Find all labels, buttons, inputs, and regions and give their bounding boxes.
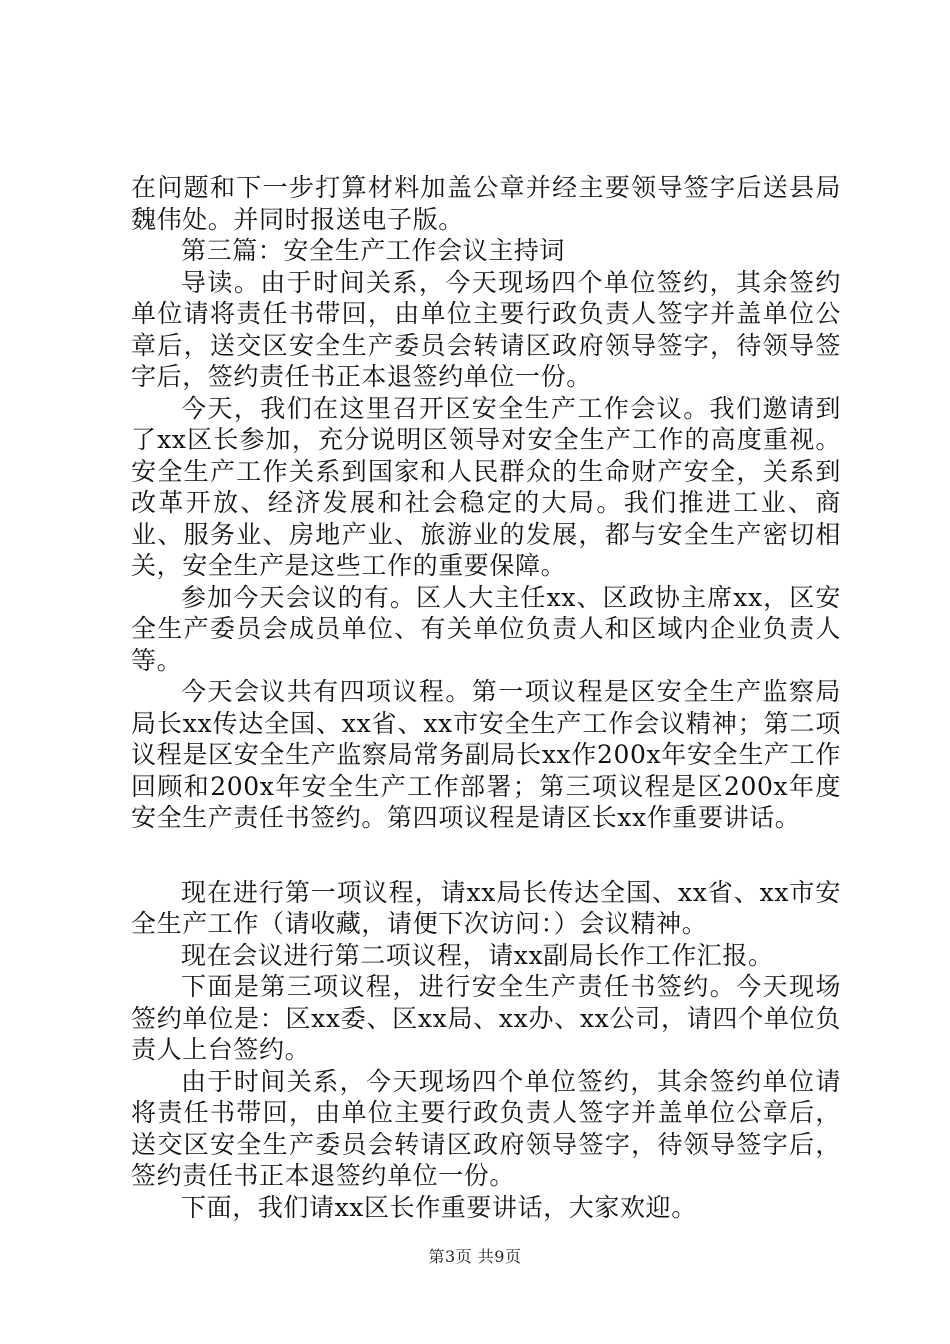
paragraph-continuation: 在问题和下一步打算材料加盖公章并经主要领导签字后送县局魏伟处。并同时报送电子版。 — [131, 173, 841, 234]
paragraph-agenda-item-1: 现在进行第一项议程，请xx局长传达全国、xx省、xx市安全生产工作（请收藏，请便下次访问：）会议精神。 — [131, 877, 841, 938]
paragraph-agenda: 今天会议共有四项议程。第一项议程是区安全生产监察局局长xx传达全国、xx省、xx市安全生产工作会议精神；第二项议程是区安全生产监察局常务副局长xx作200x年安全生产工作回顾和200x年安全生产工作部署；第三项议程是区200x年度安全生产责任书签约。第四项议程是请区长xx作重要讲话。 — [131, 677, 841, 832]
section-heading: 第三篇：安全生产工作会议主持词 — [181, 236, 566, 265]
document-body — [131, 172, 841, 1223]
paragraph-attendees: 参加今天会议的有。区人大主任xx、区政协主席xx，区安全生产委员会成员单位、有关单位负责人和区域内企业负责人等。 — [131, 582, 841, 675]
paragraph-closing: 下面，我们请xx区长作重要讲话，大家欢迎。 — [181, 1192, 697, 1222]
paragraph-agenda-item-2: 现在会议进行第二项议程，请xx副局长作工作汇报。 — [181, 940, 774, 970]
page-number-footer: 第3页 共9页 — [428, 1247, 522, 1266]
paragraph-opening: 今天，我们在这里召开区安全生产工作会议。我们邀请到了xx区长参加，充分说明区领导对安全生产工作的高度重视。安全生产工作关系到国家和人民群众的生命财产安全，关系到改革开放、经济发展和社会稳定的大局。我们推进工业、商业、服务业、房地产业、旅游业的发展，都与安全生产密切相关，安全生产是这些工作的重要保障。 — [131, 393, 841, 580]
paragraph-intro: 导读。由于时间关系，今天现场四个单位签约，其余签约单位请将责任书带回，由单位主要行政负责人签字并盖单位公章后，送交区安全生产委员会转请区政府领导签字，待领导签字后，签约责任书正本退签约单位一份。 — [131, 267, 841, 391]
paragraph-signing-note: 由于时间关系，今天现场四个单位签约，其余签约单位请将责任书带回，由单位主要行政负责人签字并盖单位公章后，送交区安全生产委员会转请区政府领导签字，待领导签字后，签约责任书正本退签约单位一份。 — [131, 1066, 841, 1190]
paragraph-agenda-item-3: 下面是第三项议程，进行安全生产责任书签约。今天现场签约单位是：区xx委、区xx局、xx办、xx公司，请四个单位负责人上台签约。 — [131, 972, 841, 1064]
paragraph-gap — [131, 834, 841, 877]
